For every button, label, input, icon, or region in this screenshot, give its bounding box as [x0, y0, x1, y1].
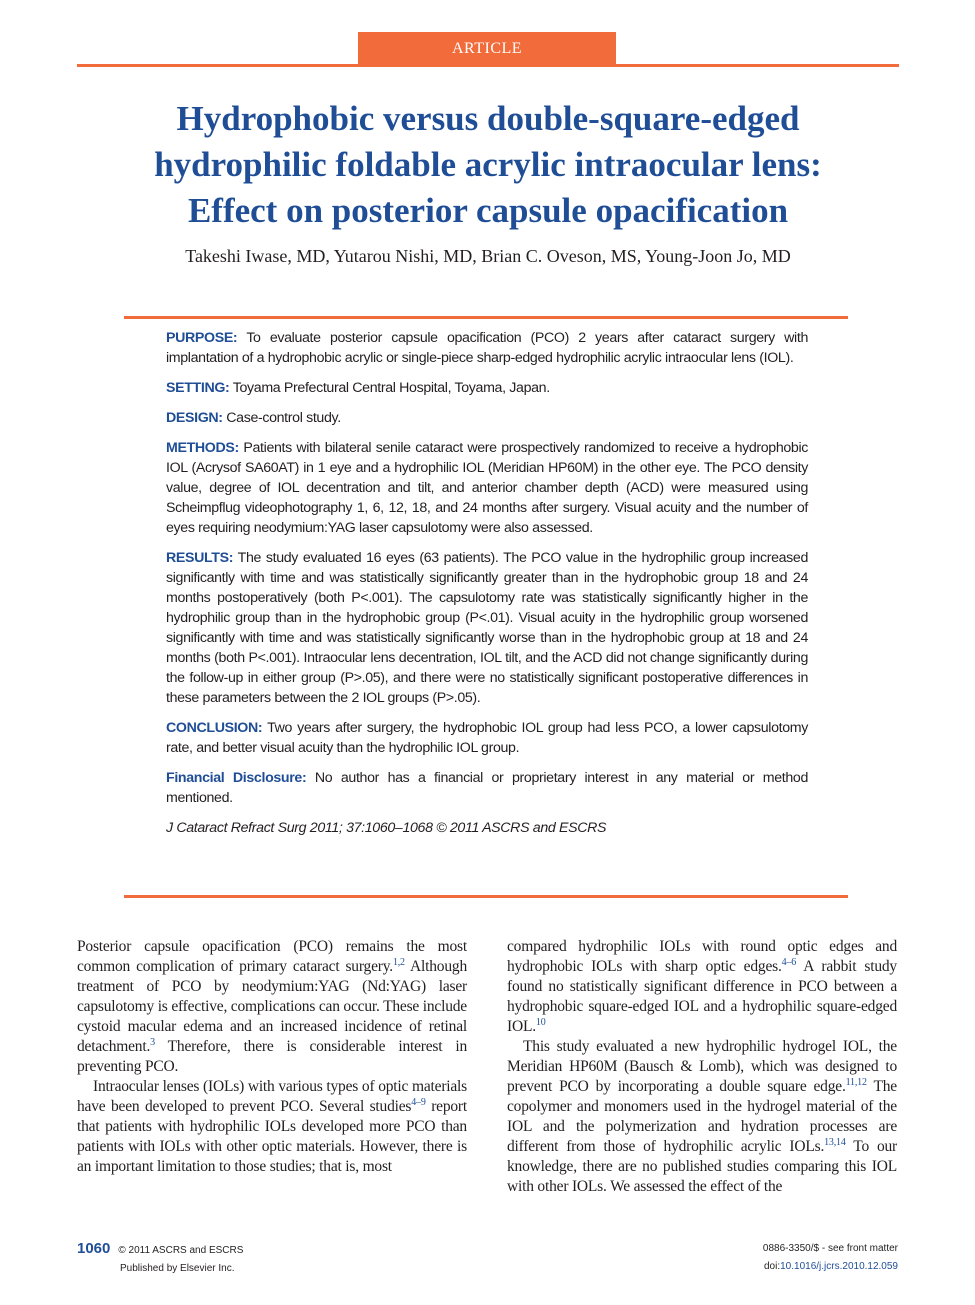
body-text: Therefore, there is considerable interest in preventing PCO. [77, 1038, 467, 1075]
body-paragraph [507, 937, 897, 1037]
reference-link[interactable]: 1,2 [392, 957, 405, 968]
body-text: This study evaluated a new hydrophilic hydrogel IOL, the Meridian HP60M (Bausch & Lomb), which was designed to prevent PCO by incorporating a double square edge. [507, 1038, 897, 1095]
body-paragraph [507, 1037, 897, 1197]
conclusion-text: Two years after surgery, the hydrophobic IOL group had less PCO, a lower capsulotomy rate, and better visual acuity than the hydrophilic IOL group. [166, 720, 808, 756]
abstract-disclosure [166, 768, 808, 808]
reference-link[interactable]: 11,12 [845, 1077, 867, 1088]
abstract-bottom-rule [124, 895, 848, 898]
footer-left [77, 1240, 477, 1278]
disclosure-label: Financial Disclosure: [166, 770, 307, 786]
body-column-right [507, 937, 897, 1197]
body-column-left [77, 937, 467, 1177]
conclusion-label: CONCLUSION: [166, 720, 263, 736]
body-text: Posterior capsule opacification (PCO) remains the most common complication of primary cataract surgery. [77, 938, 467, 975]
methods-text: Patients with bilateral senile cataract were prospectively randomized to receive a hydrophobic IOL (Acrysof SA60AT) in 1 eye and a hydrophilic IOL (Meridian HP60M) in the other eye. The PCO density value, degree of IOL decentration and tilt, and anterior chamber depth (ACD) were measured using Scheimpflug videophotography 1, 6, 12, 18, and 24 months after surgery. Visual acuity and the number of eyes requiring neodymium:YAG laser capsulotomy were also assessed. [166, 440, 809, 536]
body-paragraph [77, 937, 467, 1077]
header-rule [77, 64, 899, 67]
title-line-1: Hydrophobic versus double-square-edged [176, 99, 800, 138]
doi-prefix: doi: [764, 1261, 781, 1272]
reference-link[interactable]: 13,14 [824, 1137, 846, 1148]
setting-text: Toyama Prefectural Central Hospital, Toyama, Japan. [232, 380, 550, 396]
body-text: compared hydrophilic IOLs with round optic edges and hydrophobic IOLs with sharp optic edges. [507, 938, 897, 975]
abstract-methods [166, 438, 808, 538]
footer-copyright: © 2011 ASCRS and ESCRS [118, 1245, 244, 1256]
setting-label: SETTING: [166, 380, 230, 396]
disclosure-text: No author has a financial or proprietary interest in any material or method mentioned. [166, 770, 808, 806]
results-label: RESULTS: [166, 550, 234, 566]
design-label: DESIGN: [166, 410, 223, 426]
reference-link[interactable]: 4–9 [411, 1097, 426, 1108]
author-list: Takeshi Iwase, MD, Yutarou Nishi, MD, Brian C. Oveson, MS, Young-Joon Jo, MD [185, 246, 791, 266]
design-text: Case-control study. [226, 410, 341, 426]
reference-link[interactable]: 3 [150, 1037, 155, 1048]
abstract-top-rule [124, 316, 848, 319]
body-text: Intraocular lenses (IOLs) with various types of optic materials have been developed to prevent PCO. Several studies [77, 1078, 467, 1115]
body-text: To our knowledge, there are no published studies comparing this IOL with other IOLs. We assessed the effect of the [507, 1138, 898, 1195]
footer-right [498, 1240, 898, 1276]
body-text: Although treatment of PCO by neodymium:YAG (Nd:YAG) laser capsulotomy is effective, complications can occur. These include cystoid macular edema and an increased incidence of retinal detachment. [77, 958, 467, 1055]
body-text: report that patients with hydrophilic IOLs developed more PCO than patients with IOLs with other optic materials. However, there is an important limitation to those studies; that is, most [77, 1098, 467, 1175]
journal-citation: J Cataract Refract Surg 2011; 37:1060–1068 © 2011 ASCRS and ESCRS [166, 820, 607, 836]
footer-publisher: Published by Elsevier Inc. [120, 1263, 235, 1274]
page-number: 1060 [77, 1240, 111, 1257]
reference-link[interactable]: 10 [535, 1017, 546, 1028]
abstract-setting [166, 378, 808, 398]
reference-link[interactable]: 4–6 [781, 957, 797, 968]
footer-issn: 0886-3350/$ - see front matter [762, 1243, 898, 1254]
title-line-2: hydrophilic foldable acrylic intraocular lens: [154, 145, 822, 184]
abstract-results [166, 548, 808, 708]
purpose-label: PURPOSE: [166, 330, 238, 346]
body-text: The copolymer and monomers used in the hydrogel material of the IOL and the polymerization and hydration processes are different from those of hydrophilic acrylic IOLs. [507, 1078, 897, 1155]
footer-doi-line [498, 1258, 898, 1276]
abstract-conclusion [166, 718, 808, 758]
title-line-3: Effect on posterior capsule opacification [187, 191, 789, 230]
abstract-purpose [166, 328, 808, 368]
results-text: The study evaluated 16 eyes (63 patients). The PCO value in the hydrophilic group increased significantly with time and was statistically significantly greater than in the hydrophobic group 18 and 24 months postoperatively (both P<.001). The capsulotomy rate was statistically significantly higher in the hydrophilic group than in the hydrophobic group (P<.01). Visual acuity in the hydrophilic group worsened significantly with time and was statistically significantly worse than in the hydrophobic group at 18 and 24 months (both P<.001). Intraocular lens decentration, IOL tilt, and the ACD did not change significantly during the follow-up in either group (P>.05), and there were no statistically significant postoperative differences in these parameters between the 2 IOL groups (P>.05). [166, 550, 808, 706]
purpose-text: To evaluate posterior capsule opacification (PCO) 2 years after cataract surgery with implantation of a hydrophobic acrylic or single-piece sharp-edged hydrophilic acrylic intraocular lens (IOL). [166, 330, 808, 366]
methods-label: METHODS: [166, 440, 239, 456]
section-label: ARTICLE [358, 32, 616, 65]
abstract [166, 328, 808, 848]
abstract-design [166, 408, 808, 428]
body-text: A rabbit study found no statistically significant difference in PCO between a hydrophobic square-edged IOL and a hydrophilic square-edged IOL. [507, 958, 897, 1035]
article-title [77, 96, 899, 234]
doi-link[interactable]: 10.1016/j.jcrs.2010.12.059 [780, 1261, 898, 1272]
body-paragraph [77, 1077, 467, 1177]
